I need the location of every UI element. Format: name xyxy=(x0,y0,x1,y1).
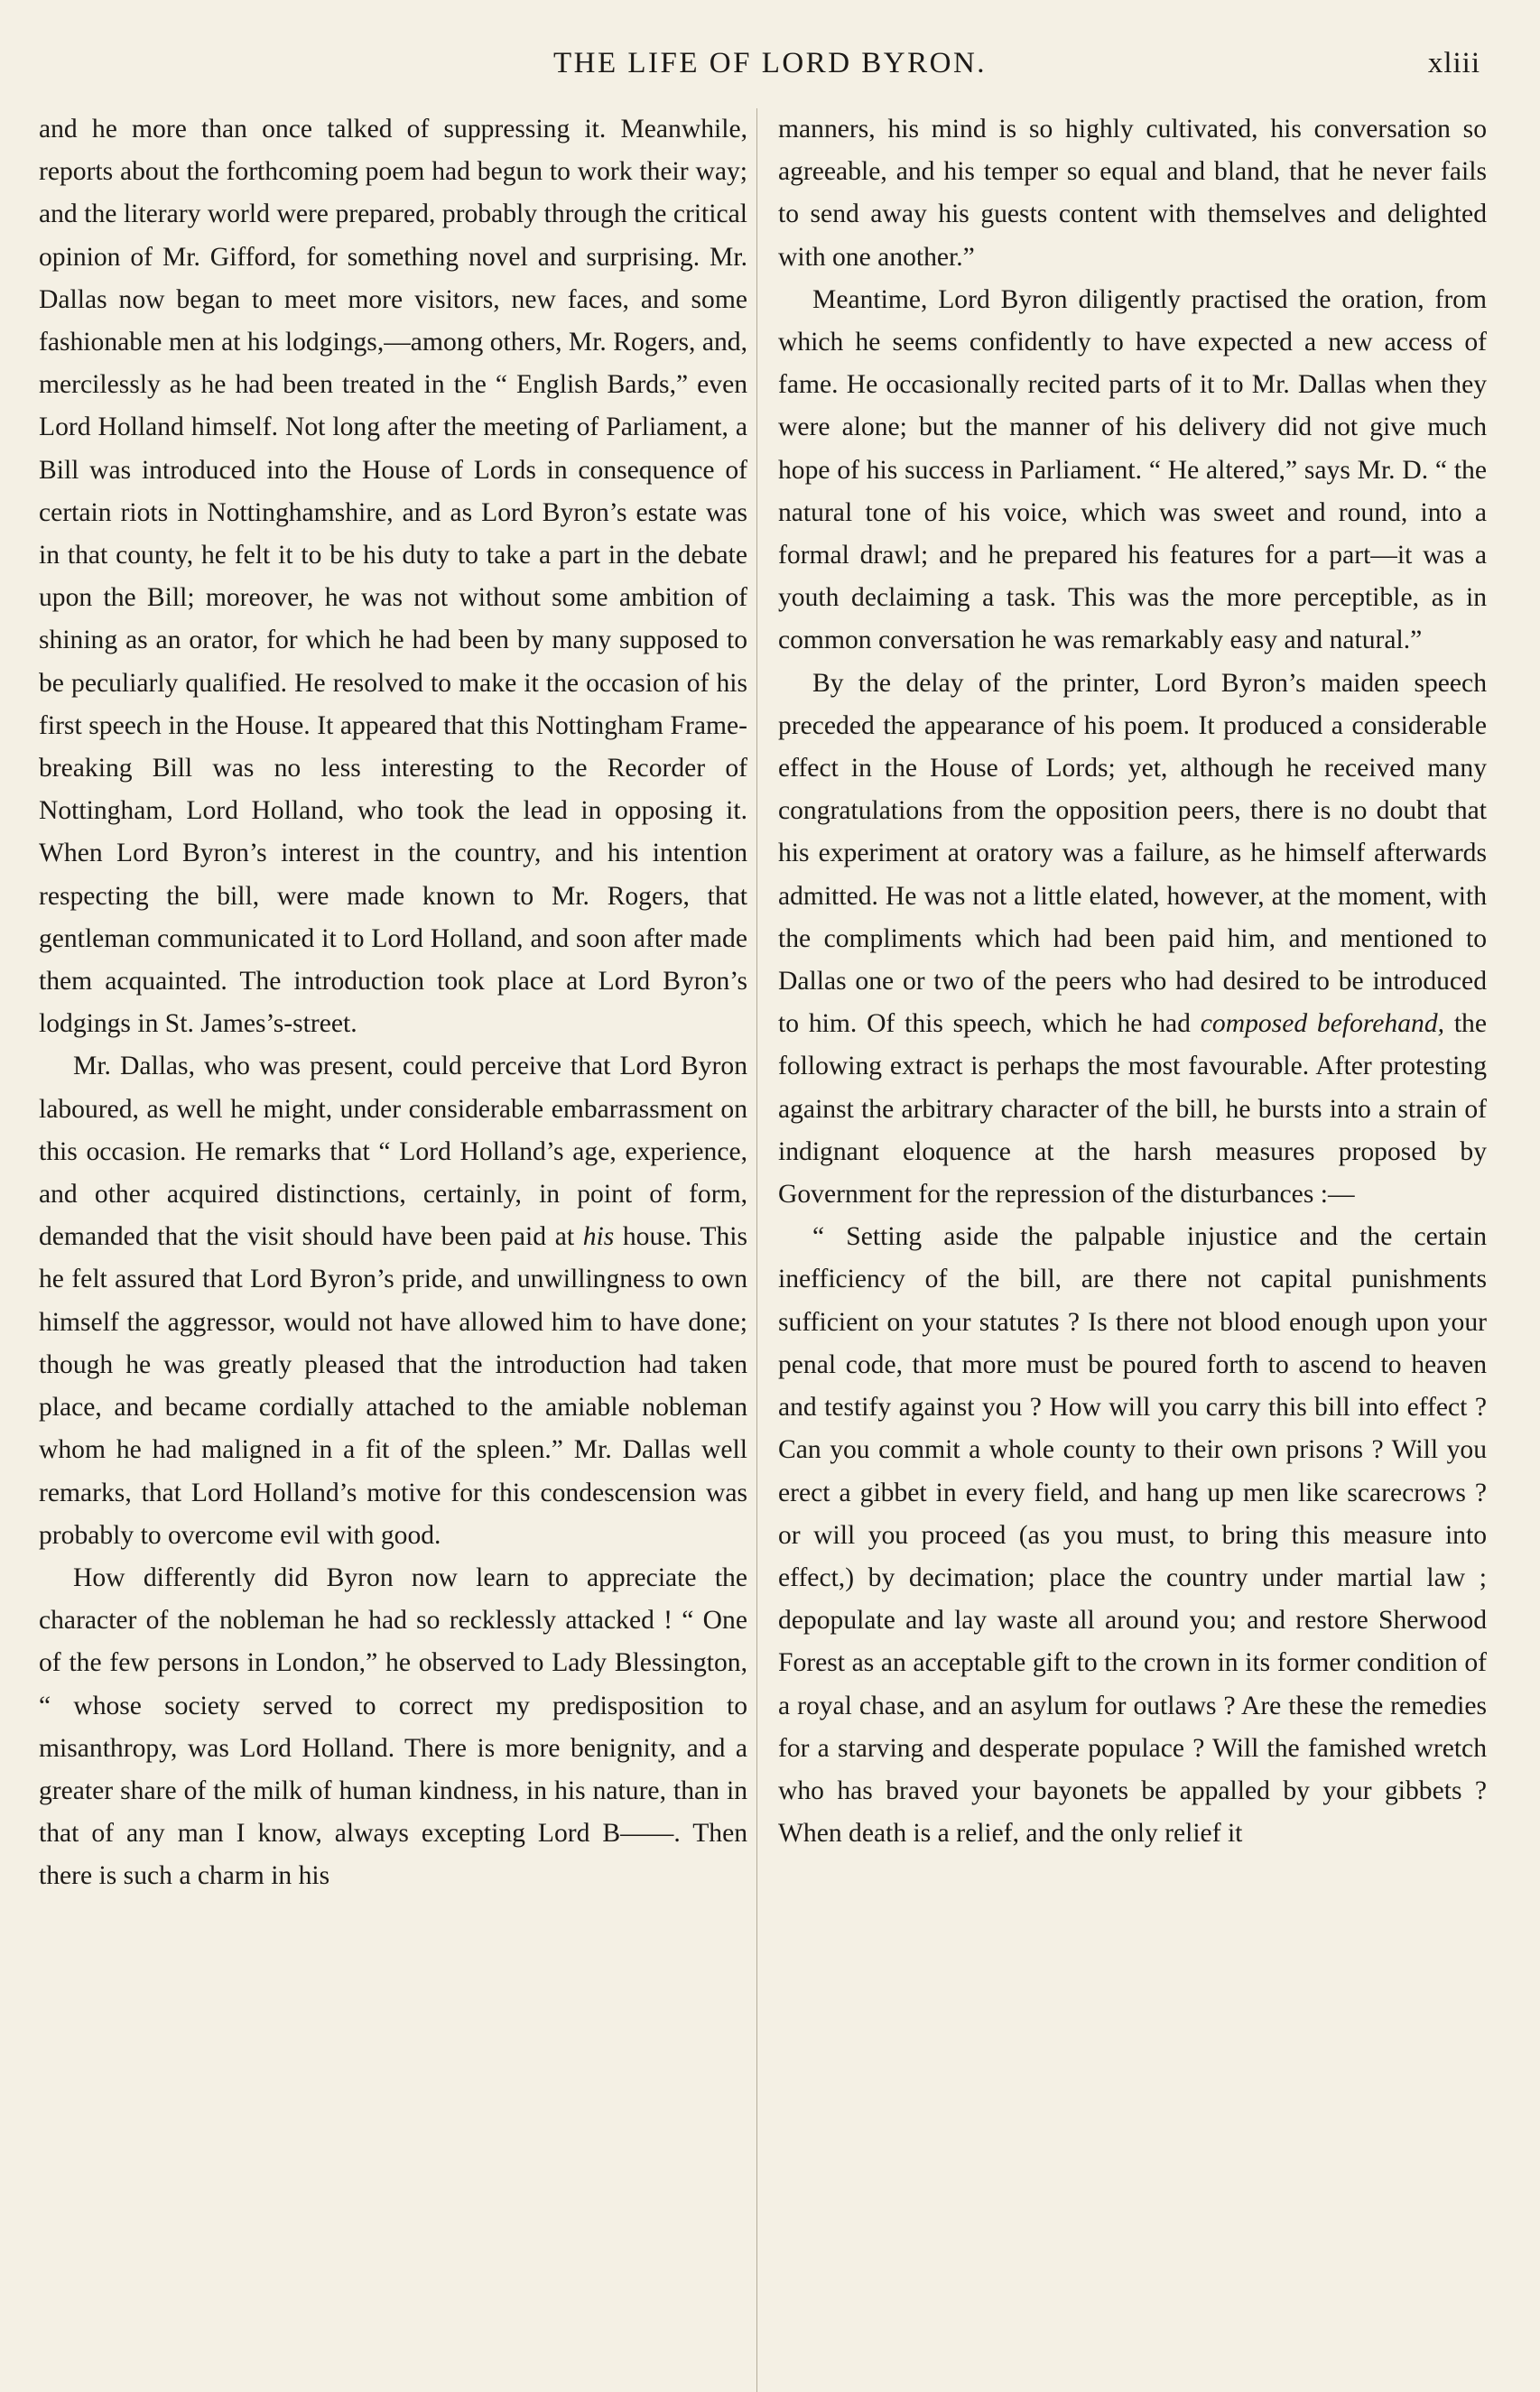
paragraph-text: Mr. Dallas, who was present, could perceive that Lord Byron laboured, as well he might, under considerable embarrassment on this occasion. He remarks that “ Lord Holland’s age, experience, and other acquired distinctions, certainly, in point of form, demanded that the visit should have been paid at xyxy=(39,1052,747,1252)
running-header xyxy=(0,47,1540,92)
right-column xyxy=(778,108,1487,2365)
paragraph xyxy=(778,663,1487,1217)
emphasis-text: composed beforehand, xyxy=(1200,1009,1445,1039)
paragraph: How differently did Byron now learn to appreciate the character of the nobleman he had so recklessly attacked ! “ One of the few persons in London,” he observed to Lady Blessington, “ whose society served to correct my predisposition to misanthropy, was Lord Holland. There is more benignity, and a greater share of the milk of human kindness, in his nature, than in that of any man I know, always excepting Lord B——. Then there is such a charm in his xyxy=(39,1562,747,1891)
paragraph: Meantime, Lord Byron diligently practised the oration, from which he seems confidently to have expected a new access of fame. He occasionally recited parts of it to Mr. Dallas when they were alone; but the manner of his delivery did not give much hope of his success in Parliament. “ He altered,” says Mr. D. “ the natural tone of his voice, which was sweet and round, into a formal drawl; and he prepared his features for a part—it was a youth declaiming a task. This was the more perceptible, as in common conversation he was remarkably easy and natural.” xyxy=(778,284,1487,655)
paragraph: and he more than once talked of suppressing it. Meanwhile, reports about the forthcoming poem had begun to work their way; and the literary world were prepared, probably through the critical opinion of Mr. Gifford, for something novel and surprising. Mr. Dallas now began to meet more visitors, new faces, and some fashionable men at his lodgings,—among others, Mr. Rogers, and, mercilessly as he had been treated in the “ English Bards,” even Lord Holland himself. Not long after the meeting of Parliament, a Bill was introduced into the House of Lords in consequence of certain riots in Nottinghamshire, and as Lord Byron’s estate was in that county, he felt it to be his duty to take a part in the debate upon the Bill; moreover, he was not without some ambition of shining as an orator, for which he had been by many supposed to be peculiarly qualified. He resolved to make it the occasion of his first speech in the House. It appeared that this Nottingham Frame-breaking Bill was no less interesting to the Recorder of Nottingham, Lord Holland, who took the lead in opposing it. When Lord Byron’s interest in the country, and his intention respecting the bill, were made known to Mr. Rogers, that gentleman communicated it to Lord Holland, and soon after made them acquainted. The introduction took place at Lord Byron’s lodgings in St. James’s-street. xyxy=(39,115,747,1039)
paragraph xyxy=(39,1045,747,1556)
paragraph-text: By the delay of the printer, Lord Byron’s maiden speech preceded the appearance of his poem. It produced a considerable effect in the House of Lords; yet, although he received many congratulations from the opposition peers, there is no doubt that his experiment at oratory was a failure, as he himself afterwards admitted. He was not a little elated, however, at the moment, with the compliments which had been paid him, and mentioned to Dallas one or two of the peers who had desired to be introduced to him. Of this speech, which he had xyxy=(778,668,1487,1039)
column-divider xyxy=(756,108,757,2392)
paragraph: manners, his mind is so highly cultivated, his conversation so agreeable, and his temper so equal and bland, that he never fails to send away his guests content with themselves and delighted with one another.” xyxy=(778,115,1487,272)
page-number: xliii xyxy=(1427,47,1480,79)
paragraph-text: the following extract is perhaps the most favourable. After protesting against the arbitrary character of the bill, he bursts into a strain of indignant eloquence at the harsh measures proposed by Government for the repression of the disturbances :— xyxy=(778,1009,1487,1210)
running-title: THE LIFE OF LORD BYRON. xyxy=(552,47,988,79)
paragraph-text: house. This he felt assured that Lord Byron’s pride, and unwillingness to own himself the aggressor, would not have allowed him to have done; though he was greatly pleased that the introduction had taken place, and became cordially attached to the amiable nobleman whom he had maligned in a fit of the spleen.” Mr. Dallas well remarks, that Lord Holland’s motive for this condescension was probably to overcome evil with good. xyxy=(39,1222,747,1550)
paragraph: “ Setting aside the palpable injustice and the certain inefficiency of the bill, are there not capital punishments sufficient on your statutes ? Is there not blood enough upon your penal code, that more must be poured forth to ascend to heaven and testify against you ? How will you carry this bill into effect ? Can you commit a whole county to their own prisons ? Will you erect a gibbet in every field, and hang up men like scarecrows ? or will you proceed (as you must, to bring this measure into effect,) by decimation; place the country under martial law ; depopulate and lay waste all around you; and restore Sherwood Forest as an acceptable gift to the crown in its former condition of a royal chase, and an asylum for outlaws ? Are these the remedies for a starving and desperate populace ? Will the famished wretch who has braved your bayonets be appalled by your gibbets ? When death is a relief, and the only relief it xyxy=(778,1222,1487,1849)
emphasis-text: his xyxy=(582,1222,615,1252)
left-column xyxy=(39,108,747,2365)
